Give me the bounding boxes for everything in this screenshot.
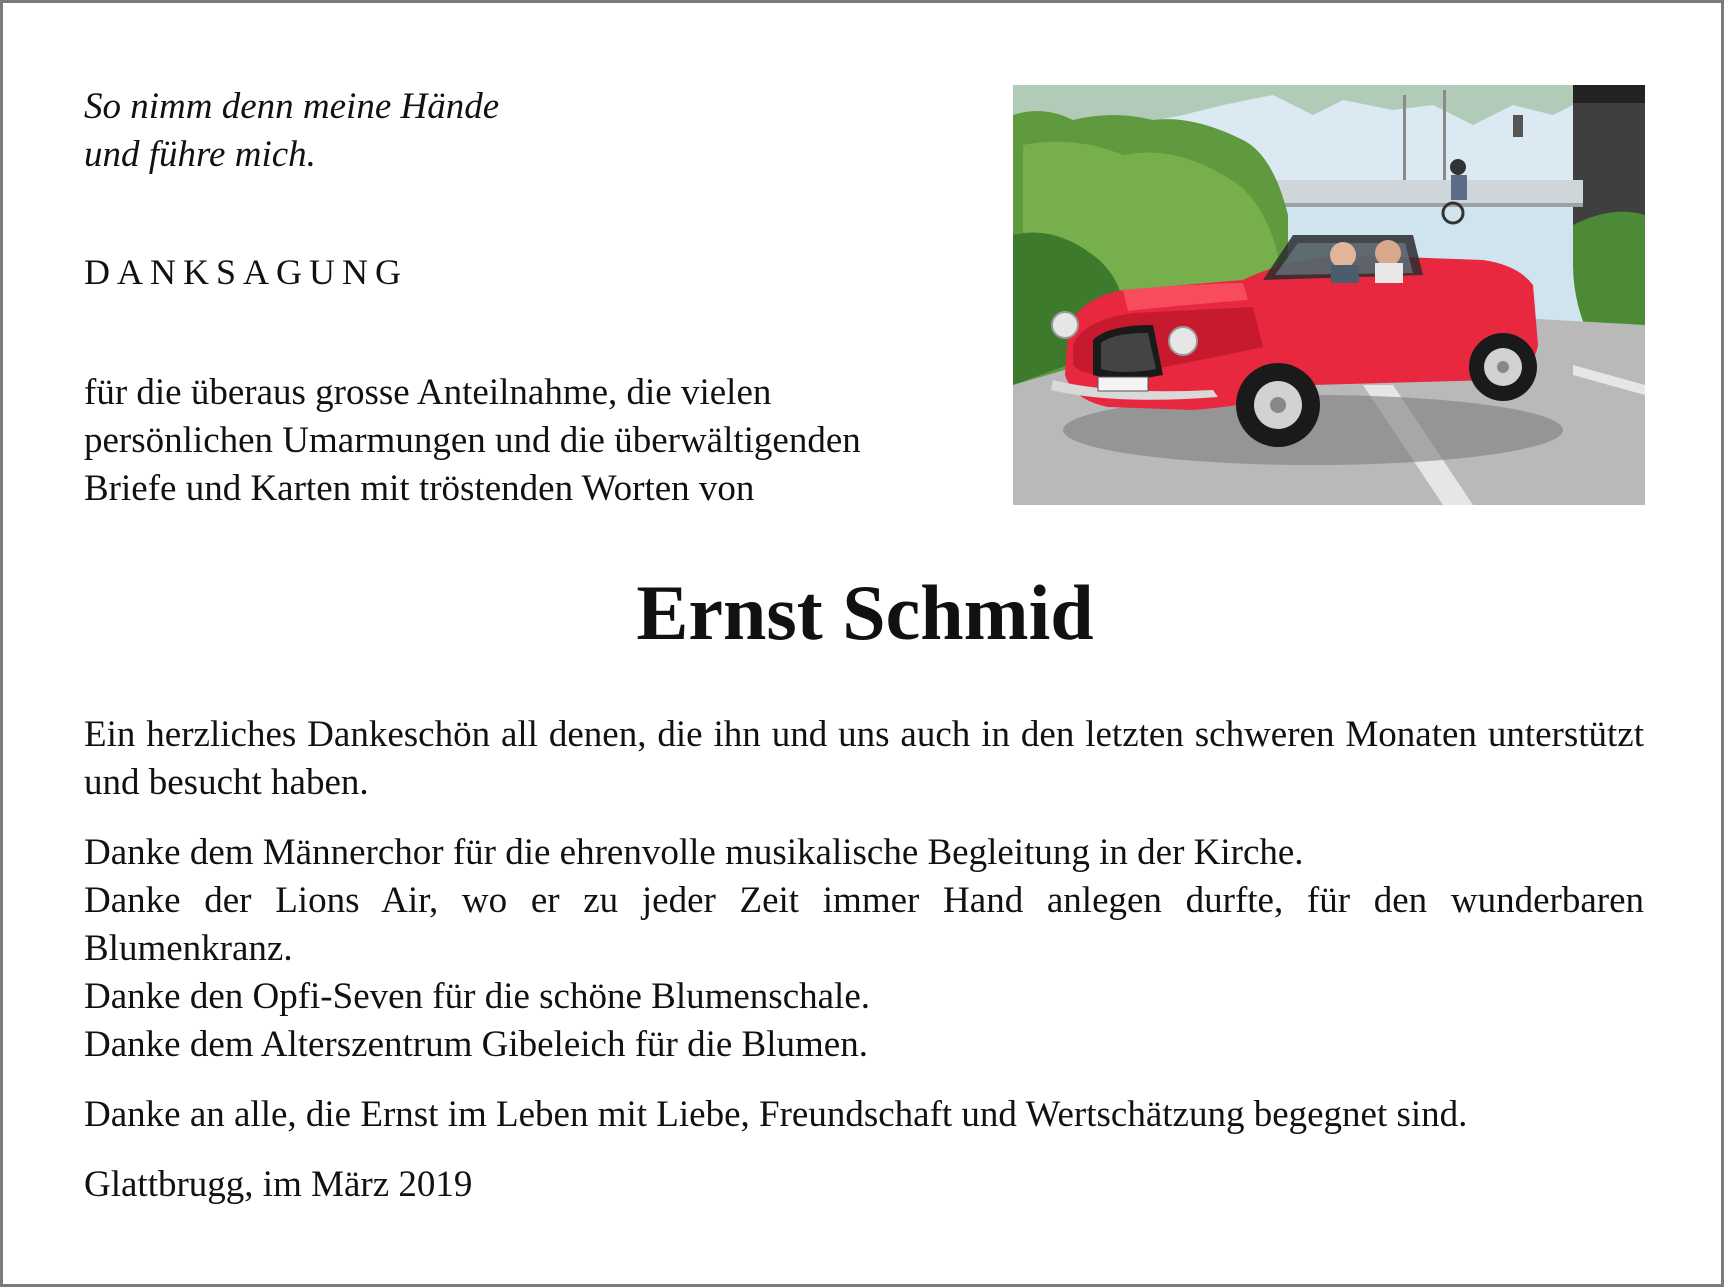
thanks-all-paragraph: Danke an alle, die Ernst im Leben mit Liebe, Freundschaft und Wertschätzung begegnet sind. bbox=[84, 1094, 1468, 1135]
intro-text bbox=[84, 369, 861, 513]
intro-line-1: für die überaus grosse Anteilnahme, die vielen bbox=[84, 372, 772, 413]
thanks-list-item: Danke dem Alterszentrum Gibeleich für die Blumen. bbox=[84, 1024, 868, 1065]
verse-quote bbox=[84, 83, 499, 179]
verse-line-1: So nimm denn meine Hände bbox=[84, 86, 500, 127]
intro-line-2: persönlichen Umarmungen und die überwältigenden bbox=[84, 420, 861, 461]
thanks-list-item: Danke den Opfi-Seven für die schöne Blumenschale. bbox=[84, 976, 870, 1017]
thanks-list bbox=[84, 829, 1644, 1069]
notice-heading: DANKSAGUNG bbox=[84, 252, 409, 292]
thanks-paragraph: Ein herzliches Dankeschön all denen, die ihn und uns auch in den letzten schweren Monaten unterstützt und besucht haben. bbox=[84, 714, 1644, 803]
thanks-list-item: Danke dem Männerchor für die ehrenvolle musikalische Begleitung in der Kirche. bbox=[84, 832, 1304, 873]
intro-line-3: Briefe und Karten mit tröstenden Worten von bbox=[84, 468, 755, 509]
red-convertible-photo bbox=[1013, 85, 1645, 505]
thanks-body bbox=[84, 711, 1644, 1209]
thanks-list-item: Danke der Lions Air, wo er zu jeder Zeit immer Hand anlegen durfte, für den wunderbaren Blumenkranz. bbox=[84, 880, 1644, 969]
place-date: Glattbrugg, im März 2019 bbox=[84, 1164, 473, 1205]
verse-line-2: und führe mich. bbox=[84, 134, 316, 175]
deceased-name: Ernst Schmid bbox=[636, 569, 1094, 656]
